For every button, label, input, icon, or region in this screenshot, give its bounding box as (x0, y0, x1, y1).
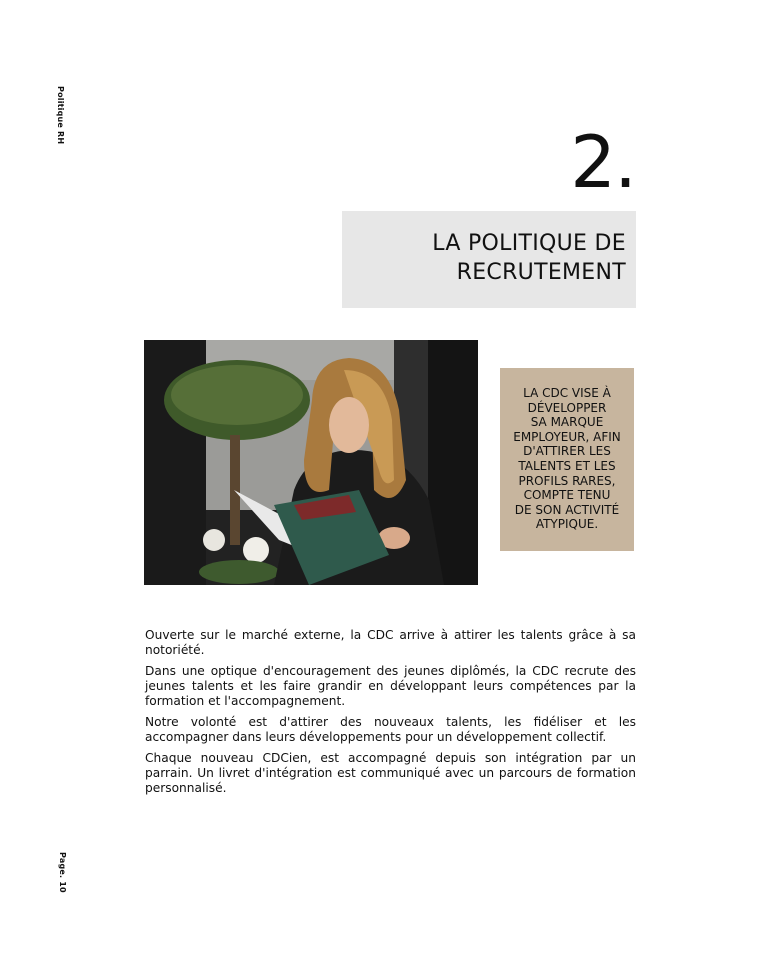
photo-woman-reading-brochure (144, 340, 478, 585)
body-paragraph: Dans une optique d'encouragement des jeunes diplômés, la CDC recrute des jeunes talents et les faire grandir en développant leurs compétences par la formation et l'accompagnement. (145, 664, 636, 708)
body-paragraph: Chaque nouveau CDCien, est accompagné depuis son intégration par un parrain. Un livret d'intégration est communiqué avec un parcours de formation personnalisé. (145, 751, 636, 795)
callout-line: EMPLOYEUR, AFIN (513, 429, 621, 444)
callout-line: D'ATTIRER LES (523, 444, 611, 459)
callout-line: LA CDC VISE À (523, 386, 611, 400)
callout-line: DE SON ACTIVITÉ (514, 502, 620, 517)
callout-line: TALENTS ET LES (518, 458, 616, 473)
callout-line: PROFILS RARES, (518, 473, 616, 488)
chapter-title-box (342, 211, 636, 308)
running-header-label: Politique RH (56, 86, 65, 145)
callout-line: SA MARQUE (530, 415, 604, 430)
chapter-title-line-1: LA POLITIQUE DE (432, 231, 626, 256)
body-paragraph: Ouverte sur le marché externe, la CDC arrive à attirer les talents grâce à sa notoriété. (145, 628, 636, 657)
chapter-number: 2. (570, 120, 635, 204)
chapter-title-line-2: RECRUTEMENT (456, 260, 626, 285)
body-text (145, 628, 636, 802)
callout-line: ATYPIQUE. (535, 517, 599, 532)
body-paragraph: Notre volonté est d'attirer des nouveaux talents, les fidéliser et les accompagner dans leurs développements pour un développement collectif. (145, 715, 636, 744)
callout-line: COMPTE TENU (523, 488, 611, 503)
page-number-label: Page. 10 (58, 852, 67, 893)
callout-box (500, 368, 634, 551)
callout-line: DÉVELOPPER (527, 400, 607, 415)
